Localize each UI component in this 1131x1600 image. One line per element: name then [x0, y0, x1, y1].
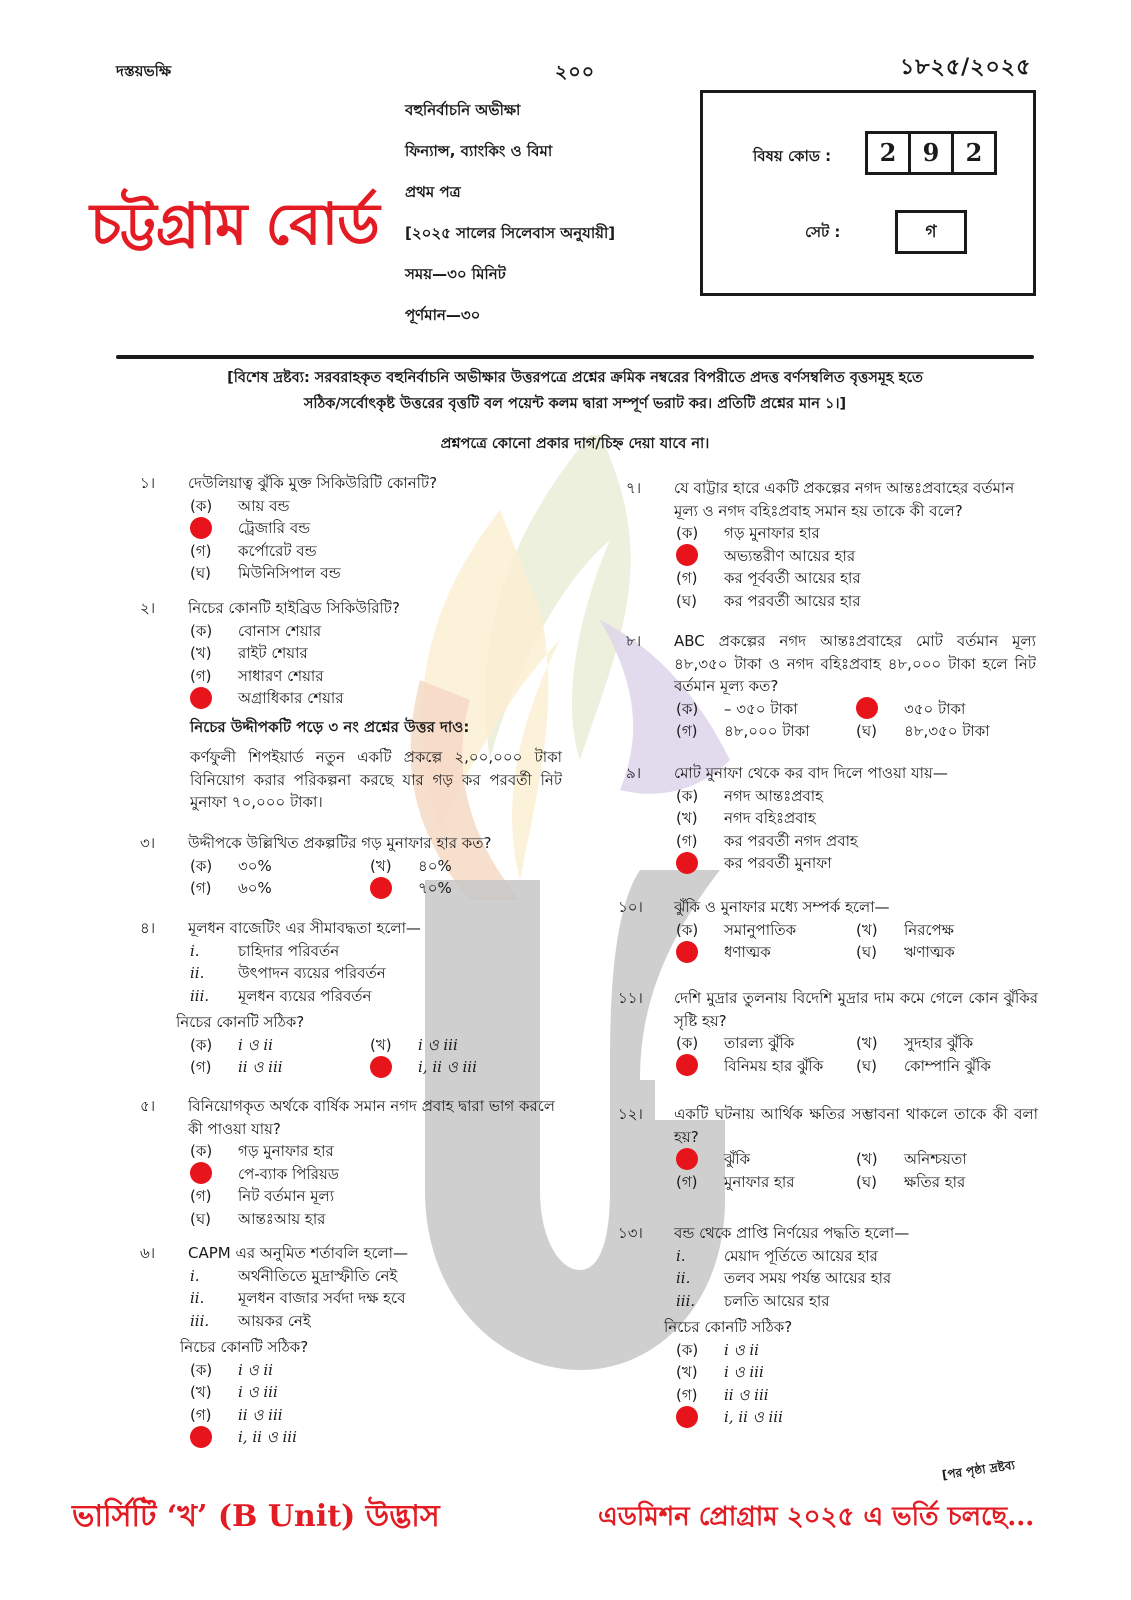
option-label: (গ)	[676, 1385, 698, 1404]
option-gha[interactable]	[856, 1171, 1036, 1194]
option-ga[interactable]	[676, 1171, 856, 1194]
stimulus-text: কর্ণফুলী শিপইয়ার্ড নতুন একটি প্রকল্পে ২,০০,০০০ টাকা বিনিয়োগ করার পরিকল্পনা করছে যার গড় কর পরবর্তী নিট মুনাফা ৭০,০০০ টাকা।	[190, 748, 562, 811]
option-kha-marked[interactable]	[190, 517, 590, 540]
question-number: ১৩।	[618, 1224, 643, 1242]
question-number: ৭।	[626, 479, 642, 497]
option-text: আয় বন্ড	[238, 496, 290, 515]
option-label: (খ)	[856, 1150, 878, 1168]
board-title: চট্টগ্রাম বোর্ড	[90, 190, 379, 258]
question-number: ৩।	[140, 834, 156, 852]
option-ka[interactable]	[676, 1032, 856, 1055]
question-text: একটি ঘটনায় আর্থিক ক্ষতির সম্ভাবনা থাকলে তাকে কী বলা হয়?	[674, 1105, 1038, 1146]
no-mark-warning: প্রশ্নপত্রে কোনো প্রকার দাগ/চিহ্ন দেয়া যাবে না।	[440, 436, 710, 452]
option-ka[interactable]	[190, 1359, 590, 1382]
statement-ii	[676, 1267, 1038, 1290]
filled-answer-bubble-icon	[856, 697, 878, 719]
syllabus-note: [২০২৫ সালের সিলেবাস অনুযায়ী]	[405, 224, 616, 242]
option-kha[interactable]	[370, 855, 550, 878]
statement-iii	[190, 985, 590, 1008]
question-text: নিচের কোনটি হাইব্রিড সিকিউরিটি?	[188, 599, 400, 617]
option-gha[interactable]	[676, 590, 1036, 613]
question-text: দেশি মুদ্রার তুলনায় বিদেশি মুদ্রার দাম কমে গেলে কোন ঝুঁকির সৃষ্টি হয়?	[674, 989, 1038, 1030]
option-label: (গ)	[190, 1058, 212, 1076]
exam-type: বহুনির্বাচনি অভীক্ষা	[405, 101, 521, 119]
statement-text: চাহিদার পরিবর্তন	[238, 941, 340, 960]
option-text: নগদ বহিঃপ্রবাহ	[724, 809, 816, 827]
option-gha[interactable]	[190, 1208, 560, 1231]
header-divider	[116, 355, 1034, 359]
option-text: সমানুপাতিক	[724, 920, 797, 939]
option-kha[interactable]	[856, 919, 1036, 942]
statement-ii	[190, 1287, 590, 1310]
question-11	[618, 987, 1038, 1077]
question-prompt: নিচের কোনটি সঠিক?	[664, 1318, 793, 1336]
statement-numeral: i.	[190, 1266, 200, 1285]
subject-name: ফিন্যান্স, ব্যাংকিং ও বিমা	[405, 142, 553, 160]
option-ka[interactable]	[190, 1034, 370, 1057]
time-limit: সময়—৩০ মিনিট	[405, 265, 506, 283]
signature-label: দস্তয়ভক্ষি	[116, 62, 172, 80]
option-ka[interactable]	[190, 620, 590, 643]
question-number: ৮।	[626, 632, 642, 650]
option-text: i ও iii	[418, 1035, 458, 1054]
paper-number: প্রথম পত্র	[405, 183, 461, 201]
option-text: তারল্য ঝুঁকি	[724, 1034, 795, 1052]
statement-numeral: iii.	[190, 1311, 210, 1330]
statement-text: চলতি আয়ের হার	[724, 1291, 830, 1310]
question-2	[140, 597, 590, 710]
question-text: CAPM এর অনুমিত শর্তাবলি হলো—	[188, 1244, 409, 1262]
option-label: (খ)	[676, 1363, 698, 1381]
option-text: i ও ii	[724, 1340, 759, 1359]
option-text: ঝুঁকি	[724, 1150, 751, 1168]
option-text: নিরপেক্ষ	[904, 920, 954, 939]
statement-text: আয়কর নেই	[238, 1311, 311, 1330]
option-label: (ঘ)	[856, 722, 877, 740]
option-ga[interactable]	[676, 1384, 1038, 1407]
option-ga[interactable]	[190, 1185, 560, 1208]
statement-i	[190, 940, 590, 963]
option-kha[interactable]	[190, 642, 590, 665]
statement-text: উৎপাদন ব্যয়ের পরিবর্তন	[238, 964, 386, 982]
option-label: (ক)	[676, 524, 699, 542]
statement-iii	[190, 1310, 590, 1333]
option-label: (খ)	[190, 644, 212, 662]
option-text: কর পূর্ববর্তী আয়ের হার	[724, 569, 861, 587]
option-text: গড় মুনাফার হার	[238, 1142, 334, 1160]
option-text: i ও iii	[238, 1383, 278, 1401]
option-ga[interactable]	[190, 1404, 590, 1427]
statement-ii	[190, 962, 590, 985]
filled-answer-bubble-icon	[676, 1406, 698, 1428]
question-prompt: নিচের কোনটি সঠিক?	[176, 1013, 305, 1031]
option-ga[interactable]	[190, 1056, 370, 1079]
option-label: (ঘ)	[856, 1172, 877, 1191]
option-gha[interactable]	[190, 562, 590, 585]
option-text: ii ও iii	[238, 1058, 283, 1076]
filled-answer-bubble-icon	[676, 852, 698, 874]
option-gha[interactable]	[856, 720, 1036, 743]
question-text: বিনিয়োগকৃত অর্থকে বার্ষিক সমান নগদ প্রবাহ দ্বারা ভাগ করলে কী পাওয়া যায়?	[188, 1097, 555, 1138]
option-label: (ক)	[190, 621, 213, 640]
option-text: আন্তঃআয় হার	[238, 1209, 326, 1228]
option-text: কর পরবর্তী মুনাফা	[724, 854, 832, 872]
footer-banner-left: ভার্সিটি ‘খ’ (B Unit) উদ্ভাস	[72, 1499, 440, 1534]
filled-answer-bubble-icon	[370, 1056, 392, 1078]
option-text: ৩০%	[238, 856, 272, 875]
page-turn-note: [পর পৃষ্ঠা দ্রষ্টব্য	[941, 1457, 1016, 1483]
option-gha-marked[interactable]	[190, 1426, 590, 1449]
question-10	[618, 896, 1038, 964]
question-12	[618, 1103, 1038, 1193]
option-label: (খ)	[370, 1035, 392, 1054]
instructions-line-2: সঠিক/সর্বোৎকৃষ্ট উত্তরের বৃত্তটি বল পয়েন্ট কলম দ্বারা সম্পূর্ণ ভরাট কর। প্রতিটি প্রশ্নের মান ১।]	[303, 396, 847, 412]
option-text: – ৩৫০ টাকা	[724, 699, 798, 718]
question-4	[140, 917, 590, 1079]
exam-meta	[405, 100, 615, 325]
full-marks: পূর্ণমান—৩০	[405, 306, 481, 324]
option-kha[interactable]	[676, 807, 1036, 830]
option-text: ৪৮,৩৫০ টাকা	[904, 722, 990, 740]
filled-answer-bubble-icon	[676, 544, 698, 566]
option-label: (ঘ)	[190, 1209, 211, 1228]
statement-iii	[676, 1290, 1038, 1313]
option-label: (ঘ)	[190, 564, 211, 582]
option-text: বোনাস শেয়ার	[238, 621, 322, 640]
option-gha-marked[interactable]	[370, 877, 550, 900]
question-number: ৬।	[140, 1244, 156, 1262]
subject-code-digit: 2	[865, 131, 911, 175]
option-text: i ও iii	[724, 1363, 764, 1381]
stimulus-intro: নিচের উদ্দীপকটি পড়ে ৩ নং প্রশ্নের উত্তর দাও:	[190, 718, 470, 736]
option-ka[interactable]	[676, 1339, 1038, 1362]
option-label: (গ)	[190, 541, 212, 560]
option-label: (গ)	[190, 666, 212, 685]
option-text: i ও ii	[238, 1035, 273, 1054]
option-text: মিউনিসিপাল বন্ড	[238, 564, 341, 582]
option-text: ৪০%	[418, 856, 452, 875]
option-label: (গ)	[676, 831, 698, 850]
option-text: সুদহার ঝুঁকি	[904, 1034, 974, 1052]
option-label: (খ)	[676, 809, 698, 827]
option-ga[interactable]	[676, 720, 856, 743]
option-label: (ঘ)	[676, 591, 697, 610]
subject-code-digits	[865, 131, 997, 175]
option-text: সাধারণ শেয়ার	[238, 666, 324, 685]
option-kha-marked[interactable]	[676, 545, 1036, 568]
question-prompt: নিচের কোনটি সঠিক?	[180, 1338, 309, 1356]
option-kha[interactable]	[370, 1034, 550, 1057]
option-text: ৩৫০ টাকা	[904, 699, 966, 718]
question-3	[140, 832, 590, 900]
option-label: (খ)	[856, 920, 878, 939]
statement-numeral: ii.	[190, 964, 205, 982]
option-label: (ক)	[676, 699, 699, 718]
question-text: মূলধন বাজেটিং এর সীমাবদ্ধতা হলো—	[188, 919, 421, 937]
option-kha[interactable]	[190, 1381, 590, 1404]
option-label: (খ)	[370, 856, 392, 875]
option-label: (গ)	[676, 722, 698, 740]
statement-numeral: ii.	[190, 1289, 205, 1307]
option-kha[interactable]	[856, 1148, 1036, 1171]
option-ga[interactable]	[190, 877, 370, 900]
subject-code-digit: 9	[908, 131, 954, 175]
statement-numeral: iii.	[676, 1291, 696, 1310]
statement-text: অর্থনীতিতে মুদ্রাস্ফীতি নেই	[238, 1266, 398, 1285]
statement-numeral: iii.	[190, 986, 210, 1005]
question-number: ৪।	[140, 919, 156, 937]
option-text: কর্পোরেট বন্ড	[238, 541, 317, 560]
question-text: ঝুঁকি ও মুনাফার মধ্যে সম্পর্ক হলো—	[674, 898, 890, 916]
option-text: অনিশ্চয়তা	[904, 1150, 967, 1168]
question-number: ১১।	[618, 989, 643, 1007]
filled-answer-bubble-icon	[190, 687, 212, 709]
question-5	[140, 1095, 560, 1230]
statement-numeral: i.	[676, 1246, 686, 1265]
option-text: ঋণাত্মক	[904, 943, 955, 961]
option-gha-marked[interactable]	[370, 1056, 550, 1079]
option-ka[interactable]	[676, 698, 856, 721]
page-number: ২০০	[555, 61, 596, 83]
option-text: ii ও iii	[724, 1385, 769, 1404]
question-text: মোট মুনাফা থেকে কর বাদ দিলে পাওয়া যায়—	[674, 764, 948, 782]
option-gha-marked[interactable]	[676, 1406, 1038, 1429]
option-text: ৬০%	[238, 879, 272, 897]
set-label: সেট :	[805, 223, 841, 241]
instructions-line-1: [বিশেষ দ্রষ্টব্য: সরবরাহকৃত বহুনির্বাচনি অভীক্ষার উত্তরপত্রে প্রশ্নের ক্রমিক নম্বরের বিপরীতে প্রদত্ত বর্ণসম্বলিত বৃত্তসমূহ হতে	[227, 370, 923, 386]
question-13	[618, 1222, 1038, 1429]
option-text: i ও ii	[238, 1360, 273, 1379]
option-text: মুনাফার হার	[724, 1172, 795, 1191]
option-text: ৭০%	[418, 879, 452, 897]
statement-numeral: ii.	[676, 1269, 691, 1287]
question-number: ৯।	[626, 764, 642, 782]
option-label: (গ)	[190, 1405, 212, 1424]
filled-answer-bubble-icon	[676, 1148, 698, 1170]
option-text: নিট বর্তমান মূল্য	[238, 1187, 335, 1205]
set-value: গ	[895, 210, 967, 254]
question-6	[140, 1242, 590, 1449]
statement-text: মেয়াদ পূর্তিতে আয়ের হার	[724, 1246, 878, 1265]
option-kha[interactable]	[676, 1361, 1038, 1384]
option-text: গড় মুনাফার হার	[724, 524, 820, 542]
option-ga-marked[interactable]	[676, 1055, 856, 1078]
option-gha[interactable]	[856, 941, 1036, 964]
subject-code-label: বিষয় কোড :	[753, 147, 832, 165]
serial-number: ১৮২৫/২০২৫	[900, 55, 1032, 80]
question-number: ১০।	[618, 898, 643, 916]
option-text: ধণাত্মক	[724, 943, 771, 961]
filled-answer-bubble-icon	[370, 877, 392, 899]
question-text: দেউলিয়াত্ব ঝুঁকি মুক্ত সিকিউরিটি কোনটি?	[188, 474, 438, 492]
subject-code-box	[700, 90, 1036, 296]
option-text: অভ্যন্তরীণ আয়ের হার	[724, 546, 856, 565]
option-ka[interactable]	[190, 1140, 560, 1163]
option-label: (ক)	[676, 920, 699, 939]
statement-text: মূলধন বাজার সর্বদা দক্ষ হবে	[238, 1289, 406, 1307]
option-ka[interactable]	[676, 522, 1036, 545]
option-kha-marked[interactable]	[190, 1163, 560, 1186]
option-label: (ক)	[190, 1142, 213, 1160]
filled-answer-bubble-icon	[676, 1054, 698, 1076]
option-kha-marked[interactable]	[856, 698, 1036, 721]
option-ga[interactable]	[190, 540, 590, 563]
option-label: (ক)	[190, 1360, 213, 1379]
option-text: i, ii ও iii	[418, 1058, 477, 1076]
option-label: (ক)	[676, 1340, 699, 1359]
option-text: ক্ষতির হার	[904, 1172, 966, 1191]
option-text: ii ও iii	[238, 1405, 283, 1424]
statement-text: মূলধন ব্যয়ের পরিবর্তন	[238, 986, 372, 1005]
footer-banner-right: এডমিশন প্রোগ্রাম ২০২৫ এ ভর্তি চলছে...	[598, 1502, 1035, 1532]
option-label: (ক)	[190, 856, 213, 875]
option-text: পে-ব্যাক পিরিয়ড	[238, 1164, 339, 1183]
question-8	[626, 630, 1036, 743]
filled-answer-bubble-icon	[676, 941, 698, 963]
question-7	[626, 477, 1036, 612]
subject-code-digit: 2	[951, 131, 997, 175]
question-1	[140, 472, 590, 585]
option-label: (ক)	[190, 1035, 213, 1054]
option-text: অগ্রাধিকার শেয়ার	[238, 689, 344, 707]
option-label: (গ)	[676, 569, 698, 587]
option-text: ট্রেজারি বন্ড	[238, 519, 311, 537]
option-ka-marked[interactable]	[676, 1148, 856, 1171]
option-gha-marked[interactable]	[676, 852, 1036, 875]
filled-answer-bubble-icon	[190, 1162, 212, 1184]
question-number: ২।	[140, 599, 156, 617]
question-text: ABC প্রকল্পের নগদ আন্তঃপ্রবাহের মোট বর্তমান মূল্য ৪৮,৩৫০ টাকা ও নগদ বহিঃপ্রবাহ ৪৮,০০০ টাকা হলে নিট বর্তমান মূল্য কত?	[674, 632, 1036, 695]
option-label: (ঘ)	[856, 1056, 877, 1075]
option-label: (খ)	[190, 1383, 212, 1401]
option-ga[interactable]	[190, 665, 590, 688]
statement-text: তলব সময় পর্যন্ত আয়ের হার	[724, 1269, 892, 1287]
option-ka[interactable]	[676, 785, 1036, 808]
option-label: (খ)	[856, 1034, 878, 1052]
option-text: কর পরবর্তী আয়ের হার	[724, 591, 861, 610]
option-gha-marked[interactable]	[190, 687, 590, 710]
option-text: i, ii ও iii	[724, 1408, 783, 1426]
option-kha[interactable]	[856, 1032, 1036, 1055]
option-label: (গ)	[190, 879, 212, 897]
option-label: (ক)	[190, 496, 213, 515]
option-text: নগদ আন্তঃপ্রবাহ	[724, 786, 824, 805]
question-text: বন্ড থেকে প্রাপ্তি নির্ণয়ের পদ্ধতি হলো—	[674, 1224, 910, 1242]
option-ka[interactable]	[676, 919, 856, 942]
option-label: (ক)	[676, 1034, 699, 1052]
filled-answer-bubble-icon	[190, 1426, 212, 1448]
option-text: কর পরবর্তী নগদ প্রবাহ	[724, 831, 858, 850]
filled-answer-bubble-icon	[190, 517, 212, 539]
question-9	[626, 762, 1036, 875]
statement-i	[676, 1245, 1038, 1268]
statement-numeral: i.	[190, 941, 200, 960]
option-label: (ঘ)	[856, 943, 877, 961]
option-ga[interactable]	[676, 567, 1036, 590]
question-number: ১২।	[618, 1105, 643, 1123]
option-text: বিনিময় হার ঝুঁকি	[724, 1056, 824, 1075]
option-ka[interactable]	[190, 495, 590, 518]
option-ga[interactable]	[676, 830, 1036, 853]
option-label: (গ)	[676, 1172, 698, 1191]
statement-i	[190, 1265, 590, 1288]
option-gha[interactable]	[856, 1055, 1036, 1078]
question-number: ১।	[140, 474, 156, 492]
question-text: উদ্দীপকে উল্লিখিত প্রকল্পটির গড় মুনাফার হার কত?	[188, 834, 492, 852]
option-ka[interactable]	[190, 855, 370, 878]
option-label: (গ)	[190, 1187, 212, 1205]
option-text: ৪৮,০০০ টাকা	[724, 722, 810, 740]
option-text: i, ii ও iii	[238, 1428, 297, 1446]
option-text: কোম্পানি ঝুঁকি	[904, 1056, 991, 1075]
option-text: রাইট শেয়ার	[238, 644, 308, 662]
option-label: (ক)	[676, 786, 699, 805]
instructions	[110, 365, 1040, 417]
question-text: যে বাট্টার হারে একটি প্রকল্পের নগদ আন্তঃপ্রবাহের বর্তমান মূল্য ও নগদ বহিঃপ্রবাহ সমান হয় তাকে কী বলে?	[674, 479, 1015, 520]
question-number: ৫।	[140, 1097, 156, 1115]
option-ga-marked[interactable]	[676, 941, 856, 964]
